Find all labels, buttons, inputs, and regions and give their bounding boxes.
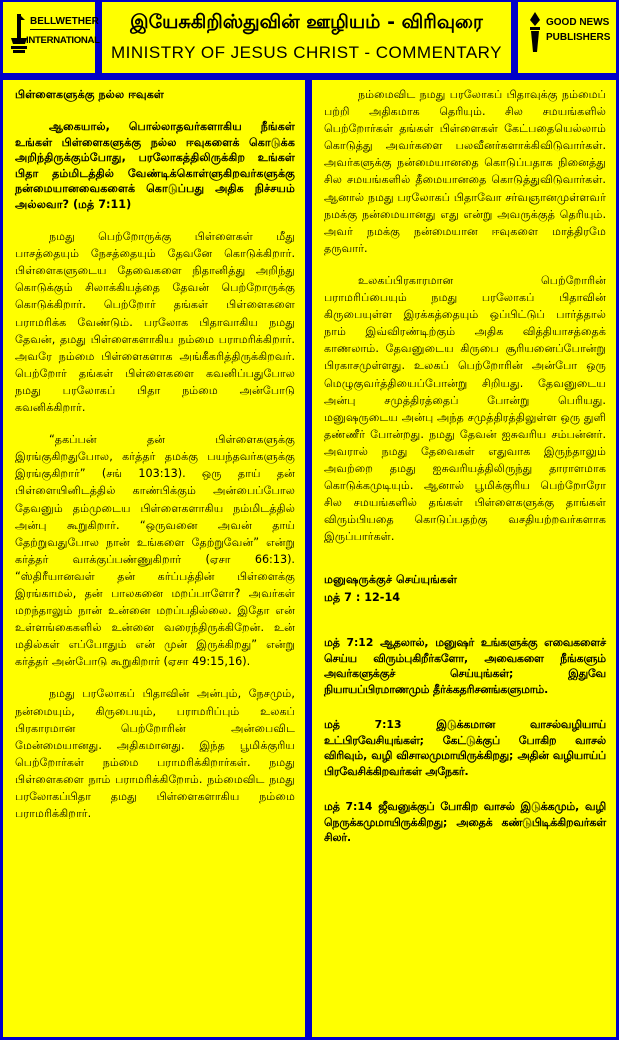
- paragraph: நமது பெற்றோருக்கு பிள்ளைகள் மீது பாசத்தையும் நேசத்தையும் தேவனே கொடுக்கிறார். பிள்ளைகளுடைய தேவைகளை நிதானித்து அறிந்து கொடுக்கும் சிலாக்கியத்தை தேவன் பெற்றோருக்கு கொடுக்கிறார். பெற்றோர் தங்கள் பிள்ளைகளை பராமரிக்க வேண்டும். பரலோக பிதாவாகிய நமது தேவன், தமது பிள்ளைகளாகிய நம்மை பராமரிக்கிறார். அவரே நம்மை பிள்ளைகளாக அங்கீகரித்திருக்கிறவர். பெற்றோர் தங்கள் பிள்ளைகளை கவனிப்பதுபோல நமது பரலோகப் பிதா நம்மை அன்போடு கவனிக்கிறார்.: [15, 230, 295, 415]
- key-verse: ஆகையால், பொல்லாதவர்களாகிய நீங்கள் உங்கள் பிள்ளைகளுக்கு நல்ல ஈவுகளைக் கொடுக்க அறிந்திருக்கும்போது, பரலோகத்திலிருக்கிற உங்கள் பிதா தம்மிடத்தில் வேண்டிக்கொள்ளுகிறவர்களுக்கு நன்மையானவைகளைக் கொடுப்பது அதிக நிச்சயம் அல்லவா? (மத் 7:11): [15, 120, 295, 211]
- page-header: [102, 2, 511, 73]
- right-column: [312, 80, 616, 1037]
- bellwether-sheep-icon: [9, 12, 29, 54]
- section-title: மனுஷருக்குச் செய்யுங்கள்: [324, 573, 458, 587]
- verse-7-14: மத் 7:14 ஜீவனுக்குப் போகிற வாசல் இடுக்கமும், வழி நெருக்கமுமாயிருக்கிறது; அதைக் கண்டுபிடிக்கிறவர்கள் சிலர்.: [324, 800, 606, 845]
- paragraph: “தகப்பன் தன் பிள்ளைகளுக்கு இரங்குகிறதுபோல, கர்த்தர் தமக்கு பயந்தவர்களுக்கு இரங்குகிறார்” (சங் 103:13). ஒரு தாய் தன் பிள்ளையினிடத்தில் காண்பிக்கும் அன்பைப்போல தேவனும் தம்முடைய பிள்ளைகளாகிய நம்மிடத்தில் அன்பு கூறுகிறார். “ஒருவனை அவன் தாய் தேற்றுவதுபோல நான் உங்களை தேற்றுவேன்” என்று கர்த்தர் வாக்குப்பண்ணுகிறார் (ஏசா 66:13). “ஸ்திரீயானவள் தன் கர்ப்பத்தின் பிள்ளைக்கு இரங்காமல், தன் பாலகனை மறப்பாளோ? அவர்கள் மறந்தாலும் நான் உன்னை மறப்பதில்லை. இதோ என் உள்ளங்கைகளில் உன்னை வரைந்திருக்கிறேன். உன் மதில்கள் எப்போதும் என் முன் இருக்கிறது” என்று கர்த்தர் அன்போடு கூறுகிறார் (ஏசா 49:15,16).: [15, 433, 295, 669]
- page-title-tamil: இயேசுகிறிஸ்துவின் ஊழியம் - விரிவுரை: [130, 11, 483, 33]
- bellwether-logo-line2: INTERNATIONAL: [26, 35, 100, 46]
- bellwether-logo-line1: BELLWETHER: [30, 16, 99, 27]
- good-news-torch-icon: [526, 12, 544, 56]
- paragraph: உலகப்பிரகாரமான பெற்றோரின் பராமரிப்பையும் நமது பரலோகப் பிதாவின் கிருபையுள்ள இரக்கத்தையும் ஒப்பிட்டுப் பார்த்தால் நாம் இவ்விரண்டிற்கும் அதிக வித்தியாசத்தைக் காணலாம். தேவனுடைய கிருபை சூரியனைப்போன்று பிரகாசமுள்ளது. உலகப் பெற்றோரின் அன்போ ஒரு மெழுகுவர்த்தியைப்போன்று சிறியது. தேவனுடைய அன்பு சமுத்திரத்தைப் போன்று பெரியது. மனுஷருடைய அன்பு அந்த சமுத்திரத்திலுள்ள ஒரு துளி தண்ணீர் போன்றது. நமது தேவன் ஐசுவரிய சம்பன்னர். அவரால் நமது தேவைகள் எதுவாக இருந்தாலும் அவற்றை தமது ஐசுவரியத்திலிருந்து தாராளமாக கொடுக்கமுடியும். ஆனால் பூமிக்குரிய பெற்றோரோ சில சமயங்களில் தங்கள் பிள்ளைகளுக்கு தாங்கள் விரும்பியதை கொடுப்பதற்கு வசதியற்றவர்களாக இருப்பார்கள்.: [324, 273, 606, 544]
- good-news-logo-line2: PUBLISHERS: [546, 32, 611, 43]
- good-news-logo-line1: GOOD NEWS: [546, 17, 610, 28]
- verse-7-12: மத் 7:12 ஆதலால், மனுஷர் உங்களுக்கு எவைகளைச் செய்ய விரும்புகிறீர்களோ, அவைகளை நீங்களும் அவர்களுக்குச் செய்யுங்கள்; இதுவே நியாயப்பிரமாணமும் தீர்க்கதரிசனங்களுமாம்.: [324, 636, 606, 696]
- logo-divider: [30, 29, 90, 30]
- verse-7-13: மத் 7:13 இடுக்கமான வாசல்வழியாய் உட்பிரவேசியுங்கள்; கேட்டுக்குப் போகிற வாசல் விரிவும், வழி விசாலமுமாயிருக்கிறது; அதின் வழியாய்ப் பிரவேசிக்கிறவர்கள் அநேகர்.: [324, 718, 606, 778]
- good-news-logo: [518, 2, 616, 73]
- page-title-english: MINISTRY OF JESUS CHRIST - COMMENTARY: [111, 43, 502, 62]
- bellwether-logo: [3, 2, 100, 73]
- paragraph: நமது பரலோகப் பிதாவின் அன்பும், நேசமும், நன்மையும், கிருபையும், பராமரிப்பும் உலகப் பிரகாரமான பெற்றோரின் அன்பைவிட மேன்மையானது. அதிகமானது. இந்த பூமிக்குரிய பெற்றோர்கள் நம்மை பராமரிக்கிறார்கள். நமது பிள்ளைகளை நாம் பராமரிக்கிறோம். நம்மைவிட நமது பரலோகப்பிதா தமது பிள்ளைகளாகிய நம்மை பராமரிக்கிறார்.: [15, 687, 295, 821]
- section-reference: மத் 7 : 12-14: [324, 591, 401, 605]
- section-heading: பிள்ளைகளுக்கு நல்ல ஈவுகள்: [15, 88, 164, 101]
- paragraph: நம்மைவிட நமது பரலோகப் பிதாவுக்கு நம்மைப் பற்றி அதிகமாக தெரியும். சில சமயங்களில் பெற்றோர்கள் தங்கள் பிள்ளைகள் கேட்பதையெல்லாம் கொடுத்து அவர்களை பலவீனர்களாக்கிவிடுவார்கள். அவர்களுக்கு நன்மையானதை கொடுப்பதாக நினைத்து சில சமயங்களில் தீமையானதை கொடுத்துவிடுவார்கள். ஆனால் நமது பரலோகப் பிதாவோ சர்வஞானமுள்ளவர் நமக்கு நன்மையானது எது என்று அவருக்குத் தெரியும். அவர் நமக்கு நன்மையான ஈவுகளை மாத்திரமே தருவார்.: [324, 88, 606, 255]
- left-column: [3, 80, 305, 1037]
